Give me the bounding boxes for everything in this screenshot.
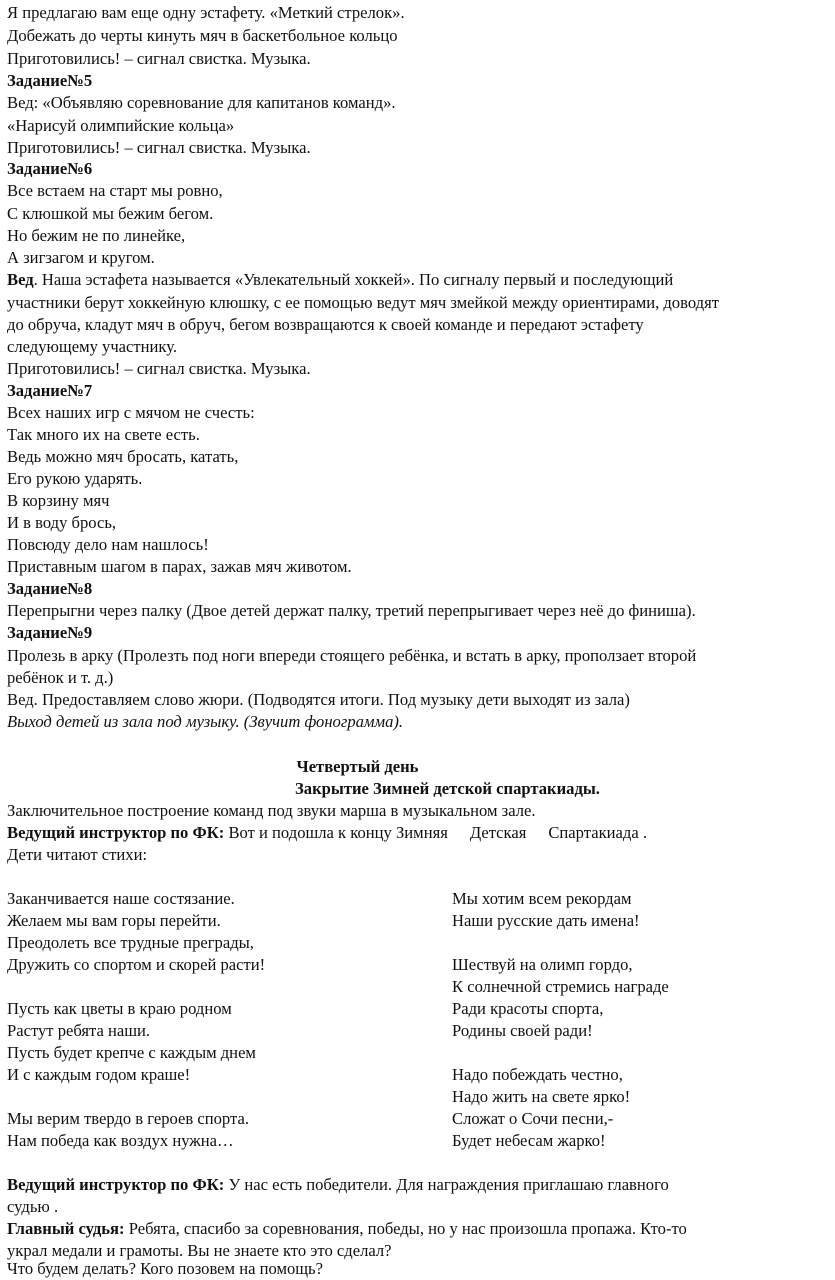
task-heading: Задание№8	[7, 579, 93, 598]
text-line: Вед: «Объявляю соревнование для капитанов команд».	[7, 93, 396, 112]
text-line	[7, 1218, 687, 1240]
poem-line: Шествуй на олимп гордо,	[452, 955, 633, 974]
text-line: Добежать до черты кинуть мяч в баскетбольное кольцо	[7, 26, 398, 45]
task-heading: Задание№5	[7, 71, 93, 90]
verse-line: Повсюду дело нам нашлось!	[7, 535, 209, 554]
poem-line: Нам победа как воздух нужна…	[7, 1131, 234, 1150]
text-line: «Нарисуй олимпийские кольца»	[7, 116, 235, 135]
text-line: судью .	[7, 1197, 59, 1216]
speaker-text: Вот и подошла к концу Зимняя	[224, 823, 448, 842]
text-line: Приготовились! – сигнал свистка. Музыка.	[7, 359, 311, 378]
poem-line: Преодолеть все трудные преграды,	[7, 933, 254, 952]
poem-line: К солнечной стремись награде	[452, 977, 669, 996]
text-line: Приставным шагом в парах, зажав мяч животом.	[7, 557, 352, 576]
speaker-label: Ведущий инструктор по ФК:	[7, 823, 225, 842]
text-line	[7, 269, 673, 291]
text-line: участники берут хоккейную клюшку, с ее помощью ведут мяч змейкой между ориентирами, доводят	[7, 293, 719, 312]
text-line: Я предлагаю вам еще одну эстафету. «Меткий стрелок».	[7, 3, 405, 22]
speaker-text: Спартакиада .	[548, 823, 647, 842]
poem-line: Пусть как цветы в краю родном	[7, 999, 232, 1018]
text-line: Дети читают стихи:	[7, 845, 148, 864]
text-line: Вед. Предоставляем слово жюри. (Подводятся итоги. Под музыку дети выходят из зала)	[7, 690, 630, 709]
speaker-text: Ребята, спасибо за соревнования, победы, но у нас произошла пропажа. Кто-то	[124, 1219, 687, 1238]
poem-line: Дружить со спортом и скорей расти!	[7, 955, 266, 974]
poem-line: Будет небесам жарко!	[452, 1131, 606, 1150]
poem-line: Заканчивается наше состязание.	[7, 889, 235, 908]
poem-line: Надо побеждать честно,	[452, 1065, 623, 1084]
text-line	[7, 822, 647, 844]
poem-line: Мы хотим всем рекордам	[452, 889, 632, 908]
verse-line: Но бежим не по линейке,	[7, 226, 186, 245]
text-line: Заключительное построение команд под звуки марша в музыкальном зале.	[7, 801, 536, 820]
speaker-label: Главный судья:	[7, 1219, 125, 1238]
text-line: следующему участнику.	[7, 337, 178, 356]
verse-line: В корзину мяч	[7, 491, 110, 510]
poem-line: Родины своей ради!	[452, 1021, 593, 1040]
text-line	[7, 1174, 669, 1196]
poem-line: Желаем мы вам горы перейти.	[7, 911, 221, 930]
verse-line: Ведь можно мяч бросать, катать,	[7, 447, 239, 466]
section-title: Четвертый день	[296, 757, 419, 776]
text-line: Приготовились! – сигнал свистка. Музыка.	[7, 49, 311, 68]
poem-line: Сложат о Сочи песни,-	[452, 1109, 614, 1128]
verse-line: Его рукою ударять.	[7, 469, 143, 488]
text-line: Пролезь в арку (Пролезть под ноги впереди стоящего ребёнка, и встать в арку, проползает второй	[7, 646, 697, 665]
speaker-text: Детская	[469, 823, 527, 842]
text-line: Перепрыгни через палку (Двое детей держат палку, третий перепрыгивает через неё до финиша).	[7, 601, 696, 620]
speaker-label: Вед	[7, 270, 34, 289]
speaker-text: У нас есть победители. Для награждения приглашаю главного	[224, 1175, 669, 1194]
text-line: до обруча, кладут мяч в обруч, бегом возвращаются к своей команде и передают эстафету	[7, 315, 644, 334]
verse-line: Так много их на свете есть.	[7, 425, 200, 444]
text-line: Что будем делать? Кого позовем на помощь?	[7, 1259, 323, 1278]
speaker-label: Ведущий инструктор по ФК:	[7, 1175, 225, 1194]
verse-line: Всех наших игр с мячом не счесть:	[7, 403, 255, 422]
verse-line: С клюшкой мы бежим бегом.	[7, 204, 214, 223]
poem-line: Надо жить на свете ярко!	[452, 1087, 631, 1106]
poem-line: Наши русские дать имена!	[452, 911, 640, 930]
verse-line: А зигзагом и кругом.	[7, 248, 155, 267]
task-heading: Задание№7	[7, 381, 93, 400]
verse-line: И в воду брось,	[7, 513, 117, 532]
poem-line: Пусть будет крепче с каждым днем	[7, 1043, 256, 1062]
poem-line: Растут ребята наши.	[7, 1021, 151, 1040]
text-line: Приготовились! – сигнал свистка. Музыка.	[7, 138, 311, 157]
section-subtitle: Закрытие Зимней детской спартакиады.	[295, 779, 600, 798]
task-heading: Задание№6	[7, 159, 93, 178]
text-line: ребёнок и т. д.)	[7, 668, 114, 687]
speaker-text: . Наша эстафета называется «Увлекательный хоккей». По сигналу первый и последующий	[33, 270, 674, 289]
poem-line: Мы верим твердо в героев спорта.	[7, 1109, 249, 1128]
poem-line: И с каждым годом краше!	[7, 1065, 191, 1084]
task-heading: Задание№9	[7, 623, 93, 642]
poem-line: Ради красоты спорта,	[452, 999, 604, 1018]
italic-note: Выход детей из зала под музыку. (Звучит фонограмма).	[7, 712, 404, 731]
verse-line: Все встаем на старт мы ровно,	[7, 181, 223, 200]
text-line: украл медали и грамоты. Вы не знаете кто это сделал?	[7, 1241, 392, 1260]
